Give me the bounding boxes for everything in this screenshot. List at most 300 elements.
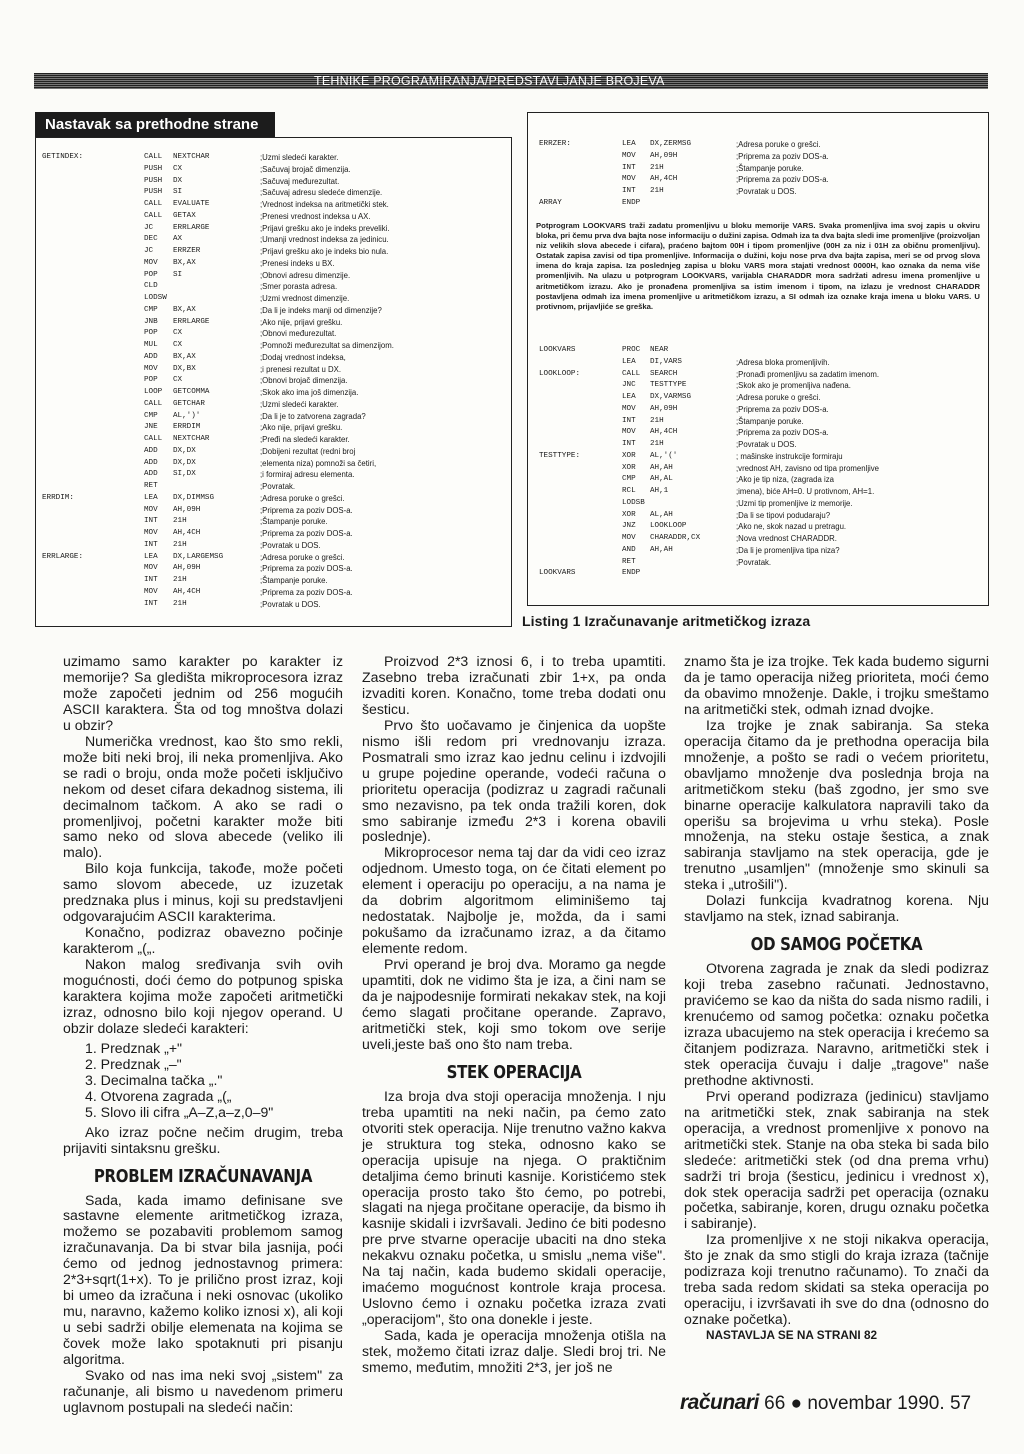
code-comment: ;Da li se tipovi podudaraju?	[736, 510, 831, 520]
code-comment: ;Priprema za poziv DOS-a.	[260, 564, 353, 574]
code-comment: ;elementa niza) pomnoži sa četiri,	[260, 458, 377, 468]
code-label: ERRLARGE:	[42, 552, 84, 561]
code-opcode: POP	[144, 376, 158, 385]
section-heading: STEK OPERACIJA	[446, 1060, 582, 1083]
code-line	[36, 176, 511, 188]
code-line	[528, 486, 988, 498]
code-opcode: RET	[622, 557, 636, 566]
section-heading: OD SAMOG POČETKA	[750, 933, 923, 955]
code-comment: ;Prenesi vrednost indeksa u AX.	[260, 211, 371, 221]
listing-description: Potprogram LOOKVARS traži zadatu promenljivu u bloku memorije VARS. Svaka promenljiva ima svoj zapis u okviru bloka, pri čemu prva dva bajta nose informaciju o dužini zapisa. Odmah iza ta dva bajta sledi ime promenljive (proizvoljan niz velikih slova abecede i cifara), praćeno bajtom 00H i tipom promenljive (00H za niz i 01H za običnu promenljivu). Ostatak zapisa zavisi od tipa promenljive. Informacija o dužini, koju nose prva dva bajta zapisa, meri se od prvog slova imena do kraja zapisa. Iza poslednjeg zapisa u bloku VARS mora stajati vrednost 0000H, kao oznaka da nema više promenljivih. Na ulazu u potprogram LOOKVARS, varijabla CHARADDR mora sadržati adresu imena promenljive u aritmetičkom izrazu. Ako je pronađena promenljiva sa istim imenom i tipom, na izlazu je vrednost CHARADDR postavljena odmah iza imena promenljive u aritmetičkom izrazu, a SI odmah iza oznake kraja imena u bloku VARS. U protivnom, prijavljiće se greška.	[536, 221, 980, 311]
code-line	[36, 387, 511, 399]
code-comment: ;vrednost AH, zavisno od tipa promenljive	[736, 463, 880, 473]
code-line	[528, 174, 988, 186]
paragraph: Svako od nas ima neki svoj „sistem" za računanje, ali bismo u navedenom primeru uglavnom postupali na sledeći način:	[63, 1366, 343, 1415]
list-item: 1. Predznak „+"	[85, 1039, 183, 1056]
code-operand: CHARADDR,CX	[650, 534, 701, 542]
code-comment: ;Da li je indeks manji od dimenzije?	[260, 305, 382, 315]
code-operand: DX	[173, 176, 183, 185]
code-comment: ;Skok ako ima još dimenzija.	[260, 388, 359, 397]
listing-caption: Listing 1 Izračunavanje aritmetičkog izraza	[522, 613, 811, 629]
code-line	[528, 498, 988, 510]
code-comment: ;Umanji vrednost indeksa za jedinicu.	[260, 235, 389, 245]
code-opcode: INT	[622, 187, 636, 195]
code-operand: DX,DX	[173, 458, 196, 467]
code-operand: 21H	[650, 416, 664, 425]
code-opcode: INT	[622, 416, 636, 425]
page-footer	[680, 1391, 971, 1415]
paragraph: uzimamo samo karakter po karakter iz memorije? Sa gledišta mikroprocesora izraz može započeti jednim od 256 mogućih ASCII karaktera. Šta od tog mnoštva dolazi u obzir?	[63, 653, 343, 733]
code-comment: ;Priprema za poziv DOS-a.	[260, 529, 353, 538]
code-opcode: INT	[622, 163, 636, 172]
code-opcode: PROC	[622, 346, 641, 354]
code-comment: ;Štampanje poruke.	[260, 576, 328, 585]
code-operand: AH,09H	[650, 404, 678, 413]
code-operand: AL,AH	[650, 510, 673, 519]
code-line	[528, 151, 988, 163]
paragraph: Sada, kada imamo definisane sve sastavne elemente aritmetičkog izraza, možemo se pozabaviti problemom samog izračunavanja. Da bi stvar bila jasnija, poći ćemo od jednog jednostavnog primera: 2*3+sqrt(1+x). To je prilično prost izraz, koji bi umeo da izračuna i neki osnovac (ukoliko mu, naravno, kažemo koliko iznosi x), ali koji u sebi sadrži obilje elemenata na kojima se čovek može lako spotaknuti pri pisanju algoritma.	[63, 1191, 343, 1368]
code-opcode: LEA	[622, 140, 636, 148]
code-label: LOOKLOOP:	[539, 369, 581, 378]
code-comment: ;i formiraj adresu elementa.	[260, 470, 355, 480]
paragraph: Iza broja dva stoji operacija množenja. I nju treba upamtiti na neki način, pa ćemo zato otvoriti stek operacija. Nije trenutno važno kakva je struktura tog steka, odnosno kako se operacija upisuje na njega. O praktičnim detaljima ćemo brinuti kasnije. Koristićemo stek operacija prosto tako što ćemo, po potrebi, slagati na njega pročitane operacije, da bismo ih kasnije skidali i izvršavali. Jedino će biti podesno pre prve stvarne operacije ubaciti na dno steka nekakvu oznaku početka, u smislu „nema više". Na taj način, kada budemo skidali operacije, imaćemo mogućnost kontrole kraja procesa. Uslovno ćemo i oznaku početka izraza zvati „operacijom", što ona donekle i jeste.	[362, 1087, 666, 1328]
code-opcode: MOV	[144, 364, 158, 373]
code-operand: DX,DX	[173, 446, 196, 455]
code-operand: NEXTCHAR	[173, 153, 210, 161]
code-line	[528, 557, 988, 569]
magazine-logo: računari	[680, 1391, 759, 1414]
code-comment: ;Uzmi sledeći karakter.	[260, 399, 339, 409]
code-opcode: LEA	[144, 493, 158, 502]
code-operand: 21H	[650, 163, 664, 172]
code-opcode: RCL	[622, 487, 636, 495]
code-operand: AH,4CH	[650, 428, 678, 437]
code-opcode: INT	[144, 540, 158, 549]
code-line	[36, 434, 511, 446]
code-comment: ;Priprema za poziv DOS-a.	[736, 404, 829, 414]
code-opcode: CMP	[144, 305, 158, 314]
issue-date: novembar 1990.	[807, 1393, 945, 1414]
start-character-list	[63, 1041, 343, 1121]
code-operand: AL,')'	[173, 411, 201, 420]
code-opcode: XOR	[622, 451, 636, 460]
paragraph: Prvo što uočavamo je činjenica da uopšte nismo išli redom pri vrednovanju izraza. Posmatrali smo izraz kao jednu celinu i izdvojili u grupe pojedine operande, vodeći računa o prioritetu operacija (podizraz u zagradi računali smo nezavisno, pa tek onda tražili koren, dok smo sabiranje između 2*3 i korena obavili poslednje).	[362, 716, 666, 845]
code-operand: TESTTYPE	[650, 381, 687, 390]
listing-right-top-code	[528, 139, 988, 210]
code-opcode: MOV	[622, 151, 636, 160]
code-operand: ERRLARGE	[173, 317, 210, 326]
code-operand: 21H	[173, 517, 187, 526]
code-line	[36, 293, 511, 305]
code-line	[36, 563, 511, 575]
code-comment: ;Priprema za poziv DOS-a.	[260, 505, 353, 515]
code-line	[36, 493, 511, 505]
section-heading: PROBLEM IZRAČUNAVANJA	[93, 1164, 313, 1187]
code-opcode: INT	[144, 599, 158, 608]
code-operand: AH,4CH	[650, 175, 678, 184]
code-opcode: XOR	[622, 463, 636, 472]
code-line	[36, 246, 511, 258]
code-opcode: MOV	[622, 534, 636, 542]
code-comment: ;Adresa poruke o grešci.	[736, 140, 821, 149]
code-comment: ;Prijavi grešku ako je indeks preveliki.	[260, 223, 390, 233]
code-opcode: RET	[144, 482, 158, 490]
code-comment: ;Pronađi promenljivu sa zadatim imenom.	[736, 369, 880, 379]
code-line	[528, 521, 988, 533]
code-comment: ;Adresa poruke o grešci.	[260, 493, 345, 503]
code-line	[36, 340, 511, 352]
code-opcode: POP	[144, 270, 158, 279]
code-operand: ERRDIM	[173, 423, 201, 432]
code-line	[36, 270, 511, 282]
code-operand: AH,AL	[650, 475, 673, 484]
code-line	[528, 186, 988, 198]
code-opcode: JC	[144, 223, 154, 232]
code-comment: ;Uzmi sledeći karakter.	[260, 153, 339, 162]
code-opcode: MOV	[144, 505, 158, 514]
code-label: TESTTYPE:	[539, 451, 581, 460]
code-comment: ;Ako je tip niza, (zagrada iza	[736, 475, 834, 485]
code-opcode: MOV	[622, 175, 636, 184]
code-comment: ;Sačuvaj međurezultat.	[260, 176, 340, 186]
code-line	[36, 352, 511, 364]
code-line	[36, 317, 511, 329]
code-label: LOOKVARS	[539, 569, 576, 578]
code-opcode: LOOP	[144, 388, 163, 396]
code-operand: ERRZER	[173, 247, 201, 255]
code-opcode: DEC	[144, 235, 158, 244]
code-line	[36, 505, 511, 517]
code-operand: AH,4CH	[173, 587, 201, 596]
code-opcode: LEA	[622, 357, 636, 366]
section-title: TEHNIKE PROGRAMIRANJA/PREDSTAVLJANJE BROJEVA	[314, 74, 665, 88]
code-operand: LOOKLOOP	[650, 522, 687, 531]
code-line	[528, 163, 988, 175]
code-line	[36, 458, 511, 470]
code-comment: ;Povratak u DOS.	[260, 599, 321, 609]
code-operand: CX	[173, 329, 183, 338]
code-comment: ;Adresa poruke o grešci.	[260, 552, 345, 562]
code-opcode: LEA	[144, 552, 158, 561]
code-opcode: MOV	[622, 404, 636, 413]
code-label: ARRAY	[539, 198, 562, 207]
code-opcode: PUSH	[144, 164, 163, 173]
code-comment: ;Priprema za poziv DOS-a.	[736, 175, 829, 185]
code-operand: NEXTCHAR	[173, 435, 210, 443]
code-opcode: INT	[622, 440, 636, 448]
code-comment: ;Prenesi indeks u BX.	[260, 258, 335, 268]
code-opcode: CALL	[144, 200, 163, 208]
code-line	[528, 380, 988, 392]
paragraph: Iza promenljive x ne stoji nikakva operacija, što je znak da smo stigli do kraja izraza (tačnije podizraza koji trenutno računamo). To znači da treba sada redom skidati sa steka operacija po operaciju, i izvršavati ih sve do dna (odnosno do oznake početka).	[684, 1231, 989, 1328]
code-line	[36, 399, 511, 411]
code-operand: DI,VARS	[650, 357, 682, 366]
code-operand: AH,4CH	[173, 529, 201, 537]
code-line	[36, 258, 511, 270]
code-line	[528, 416, 988, 428]
code-label: ERRZER:	[539, 140, 571, 148]
code-comment: ;Štampanje poruke.	[736, 416, 804, 426]
code-opcode: POP	[144, 329, 158, 338]
article-column-3	[684, 654, 989, 1344]
code-line	[36, 199, 511, 211]
code-operand: AH,AH	[650, 463, 673, 472]
code-operand: DX,BX	[173, 364, 196, 373]
code-comment: ;Prijavi grešku ako je indeks bio nula.	[260, 247, 389, 256]
code-opcode: JNB	[144, 317, 158, 326]
code-opcode: PUSH	[144, 176, 163, 185]
code-opcode: ENDP	[622, 569, 641, 578]
code-operand: AH,09H	[173, 564, 201, 573]
paragraph: Nakon malog sređivanja svih ovih mogućnosti, doći ćemo do potpunog spiska karaktera kojima može započeti aritmetički izraz, odnosno bilo koji njegov operand. U obzir dolaze sledeći karakteri:	[63, 956, 343, 1036]
code-opcode: ADD	[144, 446, 158, 455]
code-comment: ;i prenesi rezultat u DX.	[260, 364, 342, 374]
code-line	[528, 568, 988, 580]
code-line	[36, 234, 511, 246]
listing-right-box	[527, 112, 989, 606]
code-operand: AH,09H	[650, 151, 678, 160]
code-opcode: LODSW	[144, 294, 167, 302]
code-line	[36, 187, 511, 199]
code-opcode: JNE	[144, 423, 158, 432]
code-opcode: JC	[144, 247, 154, 255]
code-opcode: JNC	[622, 381, 636, 390]
code-line	[36, 552, 511, 564]
list-item: 5. Slovo ili cifra „A–Z,a–z,0–9"	[85, 1103, 274, 1120]
code-line	[36, 164, 511, 176]
code-operand: AH,1	[650, 487, 669, 495]
code-opcode: INT	[144, 576, 158, 584]
code-opcode: AND	[622, 545, 636, 554]
code-line	[528, 427, 988, 439]
code-opcode: MOV	[144, 258, 158, 267]
code-comment: ;Smer porasta adresa.	[260, 282, 338, 292]
paragraph: Mikroprocesor nema taj dar da vidi ceo izraz odjednom. Umesto toga, on će čitati element po element i operaciju po operaciju, a na nama je da dobrim algoritmom eliminišemo taj nedostatak. Najbolje je, možda, da i sami pokušamo da izračunamo izraz, a da čitamo elemente redom.	[362, 844, 666, 957]
code-line	[36, 516, 511, 528]
code-operand: AH,AH	[650, 545, 673, 554]
code-line	[528, 392, 988, 404]
code-comment: ;Dobijeni rezultat (redni broj	[260, 446, 356, 456]
paragraph: Otvorena zagrada je znak da sledi podizraz koji treba zasebno računati. Jednostavno, pravićemo se kao da ništa do sada nismo radili, i krenućemo od samog početka: oznaku početka izraza ubacujemo na stek operacija i krećemo sa čitanjem podizraza. Naravno, aritmetički stek i stek operacija čuvaju i dalje „tragove" naše prethodne aktivnosti.	[684, 960, 989, 1088]
code-opcode: ADD	[144, 458, 158, 467]
paragraph: Dolazi funkcija kvadratnog korena. Nju stavljamo na stek, iznad sabiranja.	[684, 892, 989, 925]
code-opcode: ADD	[144, 352, 158, 361]
paragraph: Prvi operand je broj dva. Moramo ga negde upamtiti, dok ne vidimo šta je iza, a čini nam se da je najpodesnije formirati nekakav stek, na koji ćemo slagati pročitane operande. Zapravo, aritmetički stek, koji smo tokom ove serije uveli,jeste baš ono što nam treba.	[362, 956, 666, 1052]
code-opcode: CALL	[622, 369, 641, 378]
code-line	[528, 451, 988, 463]
code-opcode: MOV	[622, 428, 636, 437]
listing-right-bottom-code	[528, 345, 988, 580]
code-comment: ;Sačuvaj brojač dimenzija.	[260, 164, 351, 174]
code-opcode: CALL	[144, 153, 163, 161]
code-opcode: CMP	[622, 475, 636, 484]
code-line	[36, 469, 511, 481]
code-comment: ;Povratak.	[260, 482, 296, 491]
code-opcode: XOR	[622, 510, 636, 519]
list-item: 2. Predznak „–"	[85, 1055, 182, 1072]
code-line	[36, 540, 511, 552]
code-operand: DX,VARMSG	[650, 393, 692, 401]
code-line	[36, 305, 511, 317]
code-line	[528, 404, 988, 416]
code-operand: SEARCH	[650, 369, 678, 378]
code-comment: ;Skok ako je promenljiva nađena.	[736, 381, 851, 391]
code-comment: ;Dodaj vrednost indeksa,	[260, 352, 346, 362]
article-column-1	[63, 654, 343, 1416]
code-comment: ;Obnovi adresu dimenzije.	[260, 270, 351, 280]
code-line	[528, 139, 988, 151]
code-opcode: LEA	[622, 393, 636, 401]
code-operand: SI	[173, 270, 183, 279]
code-comment: ;imena), biće AH=0. U protivnom, AH=1.	[736, 487, 875, 496]
code-comment: ;Štampanje poruke.	[736, 163, 804, 173]
code-operand: AX	[173, 235, 183, 244]
code-operand: ERRLARGE	[173, 223, 210, 232]
code-label: ERRDIM:	[42, 493, 74, 502]
code-operand: 21H	[173, 576, 187, 584]
code-operand: NEAR	[650, 346, 669, 354]
code-comment: ;Obnovi brojač dimenzija.	[260, 376, 348, 386]
code-operand: 21H	[173, 540, 187, 549]
code-line	[528, 198, 988, 210]
paragraph: Prvi operand podizraza (jedinicu) stavljamo na aritmetički stek, znak sabiranja na stek operacija, a vrednost promenljive x ponovo na aritmetički stek. Stanje na oba steka bi sada bilo sledeće: aritmetički stek (od dna prema vrhu) sadrži tri broja (šesticu, jedinicu i vrednost x), dok stek operacija sadrži pet operacija (oznaku početka, sabiranje, koren, drugu oznaku početka i sabiranje).	[684, 1087, 989, 1232]
code-opcode: MOV	[144, 529, 158, 537]
code-line	[36, 446, 511, 458]
code-operand: DX,LARGEMSG	[173, 552, 224, 561]
list-item: 4. Otvorena zagrada „(„	[85, 1087, 232, 1104]
code-operand: BX,AX	[173, 305, 196, 314]
code-operand: AL,'('	[650, 451, 678, 460]
code-opcode: MUL	[144, 341, 158, 349]
code-operand: BX,AX	[173, 258, 196, 267]
code-label: LOOKVARS	[539, 346, 576, 354]
code-line	[528, 439, 988, 451]
paragraph: Iza trojke je znak sabiranja. Sa steka operacija čitamo da je prethodna operacija bila množenje, a pošto se radi o većem prioritetu, obavljamo množenje dva poslednja broja na aritmetičkom steku (baš zgodno, jer smo sve binarne operacije kalkulatora napravili tako da operišu sa brojevima u vrhu steka). Posle množenja, na steku ostaje šestica, a znak sabiranja stavljamo na stek operacija, gde je trenutno „usamljen" (množenje smo skinuli sa steka i „utrošili").	[684, 716, 989, 893]
paragraph: Numerička vrednost, kao što smo rekli, može biti neki broj, ili neka promenljiva. Ako se radi o broju, onda može početi isključivo nekom od deset cifara dekadnog sistema, ili decimalnom tačkom. A ako se radi o promenljivoj, početni karakter može biti samo neko od slova abecede (veliko ili malo).	[63, 732, 343, 861]
code-line	[36, 411, 511, 423]
footer-bullet: ●	[790, 1393, 803, 1414]
code-operand: AH,09H	[173, 505, 201, 514]
code-line	[36, 152, 511, 164]
code-operand: CX	[173, 341, 183, 349]
code-line	[36, 422, 511, 434]
code-line	[36, 223, 511, 235]
code-line	[36, 211, 511, 223]
code-line	[36, 599, 511, 611]
code-comment: ;Pomnoži međurezultat sa dimenzijom.	[260, 341, 394, 350]
code-line	[36, 375, 511, 387]
code-opcode: CMP	[144, 411, 158, 420]
code-opcode: CLD	[144, 282, 158, 291]
code-operand: SI,DX	[173, 470, 196, 479]
code-operand: DX,ZERMSG	[650, 140, 692, 148]
code-line	[528, 474, 988, 486]
code-comment: ;Ako ne, skok nazad u pretragu.	[736, 522, 847, 532]
code-line	[36, 528, 511, 540]
code-line	[528, 345, 988, 357]
paragraph: Konačno, podizraz obavezno počinje karakterom „(„.	[63, 924, 343, 957]
code-opcode: ENDP	[622, 198, 641, 207]
code-line	[528, 463, 988, 475]
code-comment: ;Povratak u DOS.	[736, 440, 797, 449]
code-comment: ;Uzmi vrednost dimenzije.	[260, 294, 350, 303]
code-operand: DX,DIMMSG	[173, 493, 215, 502]
code-comment: ;Povratak.	[736, 557, 772, 567]
code-line	[36, 364, 511, 376]
code-comment: ;Adresa bloka promenljivih.	[736, 357, 830, 367]
code-opcode: MOV	[144, 564, 158, 573]
code-comment: ;Povratak u DOS.	[736, 187, 797, 196]
paragraph: Bilo koja funkcija, takođe, može početi samo slovom abecede, uz izuzetak predznaka plus i minus, koji su predstavljeni odgovarajućim ASCII karakterima.	[63, 860, 343, 925]
code-operand: CX	[173, 164, 183, 173]
code-opcode: JNZ	[622, 522, 636, 531]
code-opcode: MOV	[144, 587, 158, 596]
code-comment: ; mašinske instrukcije formiraju	[736, 451, 843, 461]
code-comment: ;Nova vrednost CHARADDR.	[736, 534, 837, 543]
code-operand: GETAX	[173, 211, 196, 220]
code-line	[36, 281, 511, 293]
continued-note: NASTAVLJA SE NA STRANI 82	[706, 1328, 878, 1343]
code-opcode: INT	[144, 517, 158, 526]
code-comment: ;Da li je to zatvorena zagrada?	[260, 411, 366, 421]
page-number: 57	[949, 1393, 972, 1414]
code-line	[36, 481, 511, 493]
code-comment: ;Ako nije, prijavi grešku.	[260, 317, 343, 327]
code-line	[528, 357, 988, 369]
code-comment: ;Povratak u DOS.	[260, 540, 321, 550]
code-comment: ;Da li je promenljiva tipa niza?	[736, 545, 840, 555]
code-comment: ;Obnovi međurezultat.	[260, 329, 337, 339]
code-operand: EVALUATE	[173, 200, 210, 208]
code-operand: GETCOMMA	[173, 388, 210, 396]
code-operand: CX	[173, 376, 183, 385]
code-opcode: CALL	[144, 435, 163, 443]
code-operand: 21H	[650, 187, 664, 195]
code-opcode: CALL	[144, 211, 163, 220]
code-line	[528, 533, 988, 545]
code-comment: ;Štampanje poruke.	[260, 517, 328, 527]
code-comment: ;Priprema za poziv DOS-a.	[260, 587, 353, 597]
code-opcode: LODSB	[622, 498, 645, 507]
issue-number: 66	[764, 1393, 786, 1414]
paragraph: Sada, kada je operacija množenja otišla na stek, možemo čitati izraz dalje. Sledi broj tri. Ne smemo, međutim, množiti 2*3, jer još ne	[362, 1327, 666, 1375]
code-operand: 21H	[173, 599, 187, 608]
code-operand: GETCHAR	[173, 399, 205, 408]
code-line	[528, 369, 988, 381]
code-line	[36, 328, 511, 340]
code-line	[36, 575, 511, 587]
code-comment: ;Sačuvaj adresu sledeće dimenzije.	[260, 188, 383, 198]
article-column-2	[362, 654, 666, 1376]
code-opcode: ADD	[144, 470, 158, 479]
code-line	[36, 587, 511, 599]
paragraph: Ako izraz počne nečim drugim, treba prijaviti sintaksnu grešku.	[63, 1123, 343, 1156]
code-comment: ;Adresa poruke o grešci.	[736, 393, 821, 402]
code-line	[528, 545, 988, 557]
paragraph: Proizvod 2*3 iznosi 6, i to treba upamtiti. Zasebno treba izračunati zbir 1+x, pa onda izvaditi koren. Konačno, tome treba dodati onu šesticu.	[362, 653, 666, 717]
code-comment: ;Priprema za poziv DOS-a.	[736, 428, 829, 438]
code-comment: ;Priprema za poziv DOS-a.	[736, 151, 829, 161]
code-operand: 21H	[650, 440, 664, 448]
code-opcode: CALL	[144, 399, 163, 408]
code-operand: SI	[173, 188, 183, 197]
code-comment: ;Pređi na sledeći karakter.	[260, 435, 350, 444]
continued-label: Nastavak sa prethodne strane	[35, 112, 275, 138]
code-comment: ;Ako nije, prijavi grešku.	[260, 423, 343, 433]
code-opcode: PUSH	[144, 188, 163, 197]
paragraph: znamo šta je iza trojke. Tek kada budemo sigurni da je tamo operacija nižeg prioriteta, moći ćemo da obavimo množenje. Dakle, i trojku smeštamo na aritmetički stek, odmah iznad dvojke.	[684, 653, 989, 717]
code-comment: ;Vrednost indeksa na aritmetički stek.	[260, 200, 389, 209]
